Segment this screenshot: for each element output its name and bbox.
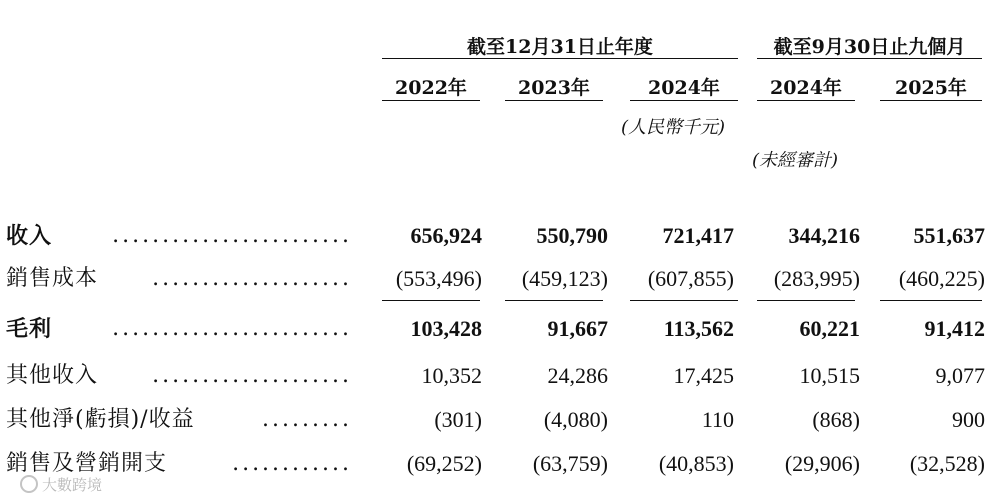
cell-value: 17,425 (673, 363, 734, 388)
cell-value: (283,995) (773, 266, 860, 291)
leader-dots: .................... (152, 363, 352, 388)
year-header-2023: 2023年 (518, 77, 590, 99)
watermark-text: 大數跨境 (42, 476, 103, 494)
cell-value: 91,667 (547, 316, 608, 341)
cell-value: (301) (434, 407, 482, 432)
cell-value: 550,790 (536, 223, 608, 248)
cell-value: (69,252) (406, 451, 482, 476)
cell-value: (553,496) (395, 266, 482, 291)
subtotal-rule (630, 300, 738, 301)
header-group-fiscal-year: 截至12月31日止年度 (467, 36, 653, 58)
cell-value: 103,428 (410, 316, 482, 341)
row-label: 其他淨(虧損)/收益 (6, 407, 195, 432)
cell-value: (460,225) (898, 266, 985, 291)
cell-value: 9,077 (935, 363, 985, 388)
table-row-selling-marketing-expenses (0, 447, 1000, 481)
cell-value: (40,853) (658, 451, 734, 476)
cell-value: 721,417 (662, 223, 734, 248)
header-group-nine-months: 截至9月30日止九個月 (773, 36, 966, 58)
year-header-2025-rule (880, 100, 982, 101)
cell-value: 110 (701, 407, 734, 432)
cell-value: (4,080) (543, 407, 608, 432)
row-label: 銷售及營銷開支 (6, 451, 168, 476)
leader-dots: ......... (262, 407, 352, 432)
row-label: 銷售成本 (6, 266, 99, 291)
subtotal-rule (880, 300, 982, 301)
watermark-logo-icon (20, 475, 38, 493)
table-row-gross-profit (0, 312, 1000, 346)
leader-dots: ........................ (112, 316, 352, 341)
cell-value: (32,528) (909, 451, 985, 476)
cell-value: (868) (812, 407, 860, 432)
cell-value: 900 (952, 407, 985, 432)
leader-dots: ........................ (112, 223, 352, 248)
year-header-2024-fy: 2024年 (648, 77, 720, 99)
year-header-2024-9m: 2024年 (770, 77, 842, 99)
cell-value: (63,759) (532, 451, 608, 476)
year-header-2024-fy-rule (630, 100, 738, 101)
year-header-2022-rule (382, 100, 480, 101)
cell-value: 10,352 (421, 363, 482, 388)
unit-note: (人民幣千元) (621, 117, 726, 138)
cell-value: 24,286 (547, 363, 608, 388)
cell-value: 91,412 (924, 316, 985, 341)
leader-dots: ............ (232, 451, 352, 476)
year-header-2024-9m-rule (757, 100, 855, 101)
unaudited-note: (未經審計) (752, 150, 839, 171)
cell-value: 60,221 (799, 316, 860, 341)
cell-value: 113,562 (663, 316, 734, 341)
year-header-2025: 2025年 (895, 77, 967, 99)
cell-value: (607,855) (647, 266, 734, 291)
year-header-2022: 2022年 (395, 77, 467, 99)
table-row-revenue (0, 219, 1000, 253)
subtotal-rule (382, 300, 480, 301)
table-row-other-net-losses-gains (0, 403, 1000, 437)
cell-value: 10,515 (799, 363, 860, 388)
row-label: 收入 (6, 223, 53, 249)
subtotal-rule (757, 300, 855, 301)
subtotal-rule (505, 300, 603, 301)
year-header-2023-rule (505, 100, 603, 101)
header-group-nine-months-rule (757, 58, 982, 59)
cell-value: 656,924 (410, 223, 482, 248)
table-row-other-income (0, 359, 1000, 393)
cell-value: 551,637 (913, 223, 985, 248)
leader-dots: .................... (152, 266, 352, 291)
watermark (20, 474, 102, 495)
row-label: 其他收入 (6, 363, 99, 388)
header-group-fiscal-year-rule (382, 58, 738, 59)
row-label: 毛利 (6, 316, 53, 342)
cell-value: 344,216 (788, 223, 860, 248)
cell-value: (29,906) (784, 451, 860, 476)
cell-value: (459,123) (521, 266, 608, 291)
table-row-cost-of-sales (0, 262, 1000, 296)
